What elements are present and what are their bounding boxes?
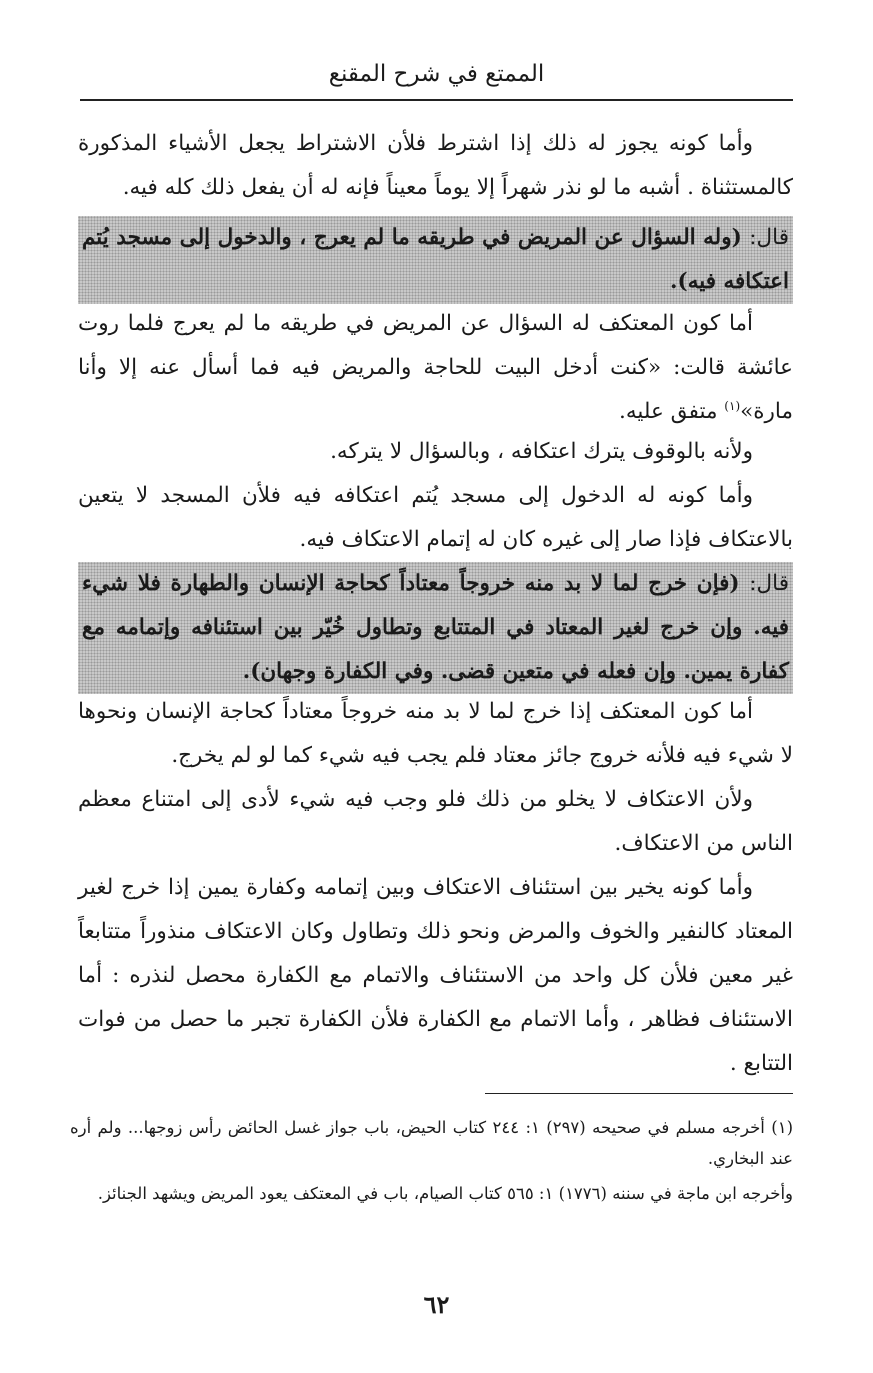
running-header-title: الممتع في شرح المقنع xyxy=(328,61,545,87)
paragraph-5: أما كون المعتكف إذا خرج لما لا بد منه خروجاً معتاداً كحاجة الإنسان ونحوها لا شيء فيه فلأنه خروج جائز معتاد فلم يجب فيه شيء كما لو لم يخرج. xyxy=(78,699,793,768)
footnote-ref-1[interactable]: (١) xyxy=(724,398,741,413)
paragraph-1: وأما كونه يجوز له ذلك إذا اشترط فلأن الاشتراط يجعل الأشياء المذكورة كالمستثناة . أشبه ما لو نذر شهراً إلا يوماً معيناً فإنه له أن يفعل ذلك كله فيه. xyxy=(78,131,793,200)
quoted-matn-2 xyxy=(78,562,793,694)
footnote-1: (١) أخرجه مسلم في صحيحه (٢٩٧) ١: ٢٤٤ كتاب الحيض، باب جواز غسل الحائض رأس زوجها... ولم أره عند البخاري. xyxy=(70,1118,793,1168)
header-rule xyxy=(80,99,793,101)
paragraph-3: ولأنه بالوقوف يترك اعتكافه ، وبالسؤال لا يتركه. xyxy=(330,439,753,464)
paragraph-7: وأما كونه يخير بين استئناف الاعتكاف وبين إتمامه وكفارة يمين إذا خرج لغير المعتاد كالنفير والخوف والمرض ونحو ذلك وتطاول وكان الاعتكاف منذوراً متتابعاً غير معين فلأن كل واحد من الاستئناف والاتمام مع الكفارة محصل لنذره : أما الاستئناف فظاهر ، وأما الاتمام مع الكفارة فلأن الكفارة تجبر ما حصل من فوات التتابع . xyxy=(78,875,793,1076)
paragraph-2-text: أما كون المعتكف له السؤال عن المريض في طريقه ما لم يعرج فلما روت عائشة قالت: «كنت أدخل البيت للحاجة والمريض فيه فما أسأل عنه إلا وأنا مارة» xyxy=(78,311,793,424)
quote-text: (وله السؤال عن المريض في طريقه ما لم يعرج ، والدخول إلى مسجد يُتم اعتكافه فيه). xyxy=(82,225,789,294)
quote-lead-label: قال: xyxy=(749,571,789,596)
quote-lead-label: قال: xyxy=(749,225,789,250)
page-number: ٦٢ xyxy=(423,1290,450,1319)
quoted-matn-1 xyxy=(78,216,793,304)
footnote-rule xyxy=(485,1093,793,1094)
paragraph-2 xyxy=(78,302,793,434)
quote-text: (فإن خرج لما لا بد منه خروجاً معتاداً كحاجة الإنسان والطهارة فلا شيء فيه. وإن خرج لغير المعتاد في المتتابع وتطاول خُيّر بين استئنافه وإتمامه مع كفارة يمين. وإن فعله في متعين قضى. وفي الكفارة وجهان). xyxy=(82,571,789,684)
paragraph-2-tail: متفق عليه. xyxy=(619,399,725,424)
footnotes xyxy=(70,1112,793,1209)
footnote-1-continued: وأخرجه ابن ماجة في سننه (١٧٧٦) ١: ٥٦٥ كتاب الصيام، باب في المعتكف يعود المريض ويشهد الجنائز. xyxy=(97,1184,793,1203)
paragraph-4: وأما كونه له الدخول إلى مسجد يُتم اعتكافه فيه فلأن المسجد لا يتعين بالاعتكاف فإذا صار إلى غيره كان له إتمام الاعتكاف فيه. xyxy=(78,483,793,552)
paragraph-6: ولأن الاعتكاف لا يخلو من ذلك فلو وجب فيه شيء لأدى إلى امتناع معظم الناس من الاعتكاف. xyxy=(78,787,793,856)
